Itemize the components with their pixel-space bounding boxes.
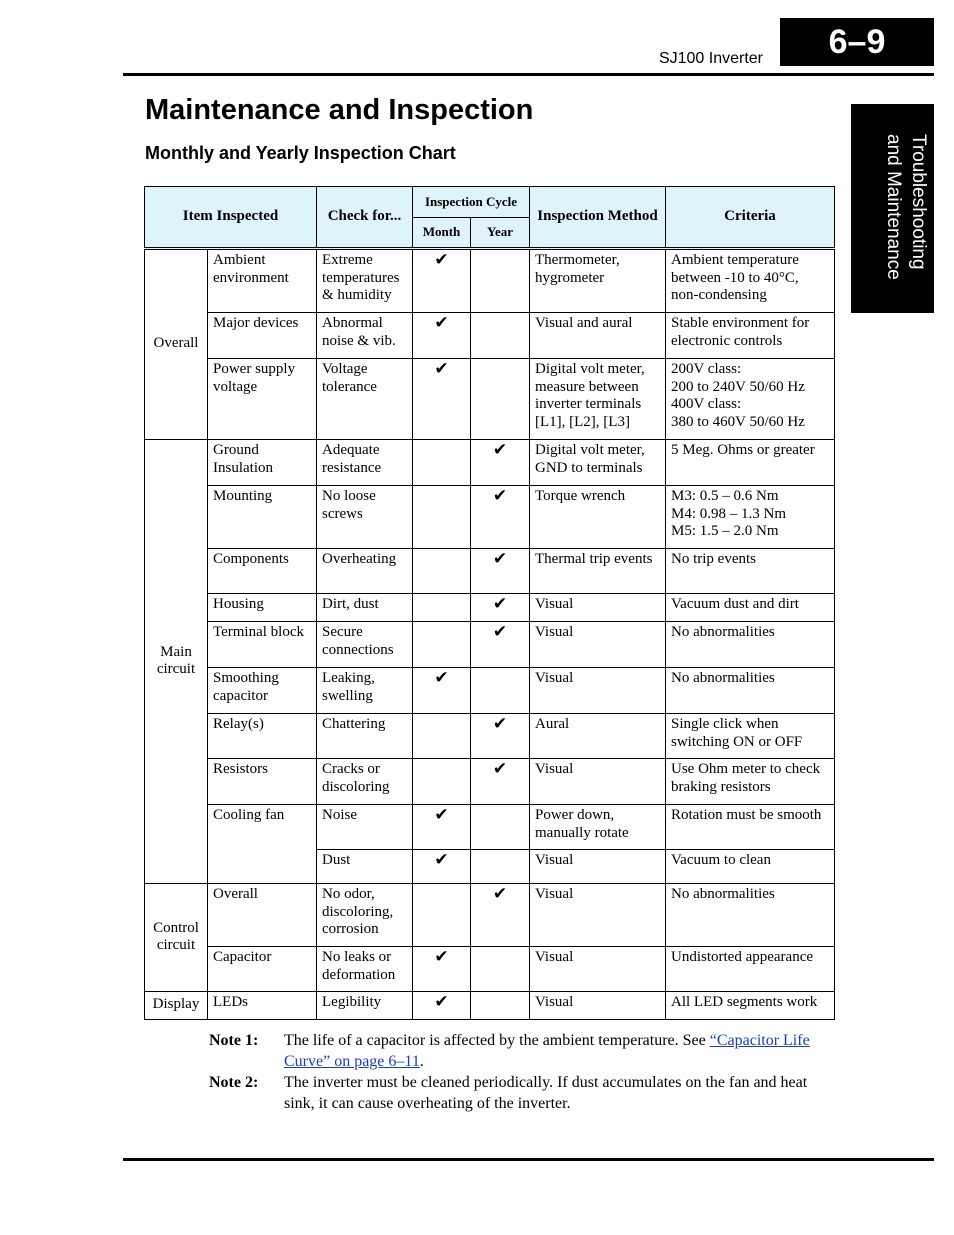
cell-check-for: Secure connections xyxy=(317,622,413,668)
cell-criteria xyxy=(666,486,835,549)
footer-rule xyxy=(123,1158,934,1161)
table-row xyxy=(145,359,835,440)
cell-inspection-method: Digital volt meter, GND to terminals xyxy=(530,440,666,486)
table-row xyxy=(145,549,835,594)
cell-criteria: Stable environment for electronic controls xyxy=(666,313,835,359)
criteria-line: 200 to 240V 50/60 Hz xyxy=(671,378,805,395)
criteria-line: M4: 0.98 – 1.3 Nm xyxy=(671,505,787,522)
cell-inspection-method: Digital volt meter, measure between inverter terminals [L1], [L2], [L3] xyxy=(530,359,666,440)
chapter-tab-line-2: and Maintenance xyxy=(883,134,904,280)
month-check-icon: ✔ xyxy=(413,850,471,884)
cell-month xyxy=(413,594,471,622)
cell-criteria: No abnormalities xyxy=(666,668,835,714)
cell-inspection-method: Visual and aural xyxy=(530,313,666,359)
note-1-body: The life of a capacitor is affected by the ambient temperature. See xyxy=(284,1032,710,1049)
header-criteria: Criteria xyxy=(666,187,835,249)
cell-criteria: Use Ohm meter to check braking resistors xyxy=(666,759,835,805)
cell-year xyxy=(471,249,530,313)
page-number: 6–9 xyxy=(828,22,886,61)
cell-year xyxy=(471,668,530,714)
month-check-icon: ✔ xyxy=(413,947,471,992)
criteria-line: 200V class: xyxy=(671,361,742,377)
cell-criteria: Rotation must be smooth xyxy=(666,805,835,850)
cell-inspection-method: Power down, manually rotate xyxy=(530,805,666,850)
cell-item: Mounting xyxy=(208,486,317,549)
table-row xyxy=(145,805,835,850)
page-title: Maintenance and Inspection xyxy=(145,94,534,126)
cell-check-for: No leaks or deformation xyxy=(317,947,413,992)
cell-item: Capacitor xyxy=(208,947,317,992)
year-check-icon: ✔ xyxy=(471,594,530,622)
table-row xyxy=(145,622,835,668)
cell-check-for: Voltage tolerance xyxy=(317,359,413,440)
table-row xyxy=(145,992,835,1020)
year-check-icon: ✔ xyxy=(471,549,530,594)
criteria-line: 380 to 460V 50/60 Hz xyxy=(671,413,805,430)
cell-check-for: Extreme temperatures & humidity xyxy=(317,249,413,313)
chapter-tab-label xyxy=(851,104,934,313)
cell-month xyxy=(413,759,471,805)
header-inspection-cycle: Inspection Cycle xyxy=(413,187,530,218)
group-control-circuit: Control circuit xyxy=(145,884,208,992)
cell-check-for: Dirt, dust xyxy=(317,594,413,622)
cell-item: Housing xyxy=(208,594,317,622)
cell-month xyxy=(413,884,471,947)
cell-item: Ambient environment xyxy=(208,249,317,313)
month-check-icon: ✔ xyxy=(413,992,471,1020)
year-check-icon: ✔ xyxy=(471,486,530,549)
header-inspection-method: Inspection Method xyxy=(530,187,666,249)
cell-year xyxy=(471,947,530,992)
cell-item: Smoothing capacitor xyxy=(208,668,317,714)
month-check-icon: ✔ xyxy=(413,249,471,313)
cell-item: Ground Insulation xyxy=(208,440,317,486)
cell-criteria: Undistorted appearance xyxy=(666,947,835,992)
header-check-for: Check for... xyxy=(317,187,413,249)
header-month: Month xyxy=(413,218,471,249)
table-row xyxy=(145,440,835,486)
cell-item: Power supply voltage xyxy=(208,359,317,440)
table-row xyxy=(145,668,835,714)
table-row xyxy=(145,249,835,313)
note-1 xyxy=(209,1030,834,1072)
note-2 xyxy=(209,1072,834,1114)
note-1-end: . xyxy=(419,1053,424,1070)
cell-inspection-method: Thermal trip events xyxy=(530,549,666,594)
cell-criteria: Single click when switching ON or OFF xyxy=(666,714,835,759)
cell-year xyxy=(471,805,530,850)
cell-criteria: 5 Meg. Ohms or greater xyxy=(666,440,835,486)
cell-month xyxy=(413,714,471,759)
cell-inspection-method: Visual xyxy=(530,992,666,1020)
cell-check-for: No loose screws xyxy=(317,486,413,549)
inspection-chart-table xyxy=(144,186,835,1020)
table-row xyxy=(145,714,835,759)
cell-year xyxy=(471,359,530,440)
running-header: SJ100 Inverter xyxy=(658,50,763,67)
capacitor-life-curve-link[interactable]: “Capacitor Life Curve” on page 6–11 xyxy=(284,1032,810,1070)
cell-criteria: Vacuum dust and dirt xyxy=(666,594,835,622)
cell-month xyxy=(413,486,471,549)
note-2-text: The inverter must be cleaned periodically. If dust accumulates on the fan and heat sink, it can cause overheating of the inverter. xyxy=(284,1074,808,1112)
section-subtitle: Monthly and Yearly Inspection Chart xyxy=(145,143,456,163)
cell-item: Overall xyxy=(208,884,317,947)
cell-item: Terminal block xyxy=(208,622,317,668)
header-year: Year xyxy=(471,218,530,249)
table-row xyxy=(145,759,835,805)
table-body xyxy=(145,249,835,1020)
cell-criteria xyxy=(666,359,835,440)
cell-check-for: Cracks or discoloring xyxy=(317,759,413,805)
cell-inspection-method: Thermometer, hygrometer xyxy=(530,249,666,313)
cell-item: LEDs xyxy=(208,992,317,1020)
table-row xyxy=(145,594,835,622)
cell-year xyxy=(471,850,530,884)
cell-check-for: Adequate resistance xyxy=(317,440,413,486)
cell-item: Components xyxy=(208,549,317,594)
month-check-icon: ✔ xyxy=(413,313,471,359)
criteria-line: M5: 1.5 – 2.0 Nm xyxy=(671,523,779,539)
notes-section xyxy=(209,1030,834,1114)
group-main-circuit: Main circuit xyxy=(145,440,208,884)
cell-item: Cooling fan xyxy=(208,805,317,884)
year-check-icon: ✔ xyxy=(471,440,530,486)
chapter-tab-line-1: Troubleshooting xyxy=(908,134,929,270)
cell-check-for: Overheating xyxy=(317,549,413,594)
cell-criteria: No abnormalities xyxy=(666,884,835,947)
month-check-icon: ✔ xyxy=(413,668,471,714)
cell-inspection-method: Aural xyxy=(530,714,666,759)
cell-month xyxy=(413,440,471,486)
year-check-icon: ✔ xyxy=(471,622,530,668)
cell-item: Relay(s) xyxy=(208,714,317,759)
cell-check-for: Noise xyxy=(317,805,413,850)
cell-inspection-method: Visual xyxy=(530,759,666,805)
cell-criteria: All LED segments work xyxy=(666,992,835,1020)
cell-inspection-method: Visual xyxy=(530,622,666,668)
cell-check-for: Abnormal noise & vib. xyxy=(317,313,413,359)
cell-check-for: Leaking, swelling xyxy=(317,668,413,714)
header-rule xyxy=(123,73,934,76)
cell-inspection-method: Visual xyxy=(530,594,666,622)
group-display: Display xyxy=(145,992,208,1020)
header-item-inspected: Item Inspected xyxy=(145,187,317,249)
page-number-box xyxy=(780,18,934,66)
cell-check-for: Chattering xyxy=(317,714,413,759)
note-1-text xyxy=(284,1030,834,1072)
month-check-icon: ✔ xyxy=(413,359,471,440)
year-check-icon: ✔ xyxy=(471,759,530,805)
month-check-icon: ✔ xyxy=(413,805,471,850)
cell-check-for: Dust xyxy=(317,850,413,884)
cell-inspection-method: Visual xyxy=(530,850,666,884)
table-row xyxy=(145,884,835,947)
cell-month xyxy=(413,622,471,668)
cell-inspection-method: Visual xyxy=(530,884,666,947)
year-check-icon: ✔ xyxy=(471,884,530,947)
cell-item: Major devices xyxy=(208,313,317,359)
cell-inspection-method: Visual xyxy=(530,668,666,714)
cell-year xyxy=(471,992,530,1020)
group-overall: Overall xyxy=(145,249,208,440)
cell-item: Resistors xyxy=(208,759,317,805)
cell-criteria: No trip events xyxy=(666,549,835,594)
cell-month xyxy=(413,549,471,594)
cell-check-for: No odor, discoloring, corrosion xyxy=(317,884,413,947)
table-row xyxy=(145,947,835,992)
criteria-line: 400V class: xyxy=(671,396,742,412)
cell-criteria: Ambient temperature between -10 to 40°C, non-condensing xyxy=(666,249,835,313)
note-2-label: Note 2: xyxy=(209,1074,259,1091)
cell-inspection-method: Torque wrench xyxy=(530,486,666,549)
cell-year xyxy=(471,313,530,359)
cell-criteria: Vacuum to clean xyxy=(666,850,835,884)
year-check-icon: ✔ xyxy=(471,714,530,759)
cell-inspection-method: Visual xyxy=(530,947,666,992)
cell-criteria: No abnormalities xyxy=(666,622,835,668)
criteria-line: M3: 0.5 – 0.6 Nm xyxy=(671,488,779,504)
table-row xyxy=(145,313,835,359)
note-1-label: Note 1: xyxy=(209,1032,259,1049)
cell-check-for: Legibility xyxy=(317,992,413,1020)
table-header-row xyxy=(145,187,835,218)
table-row xyxy=(145,486,835,549)
